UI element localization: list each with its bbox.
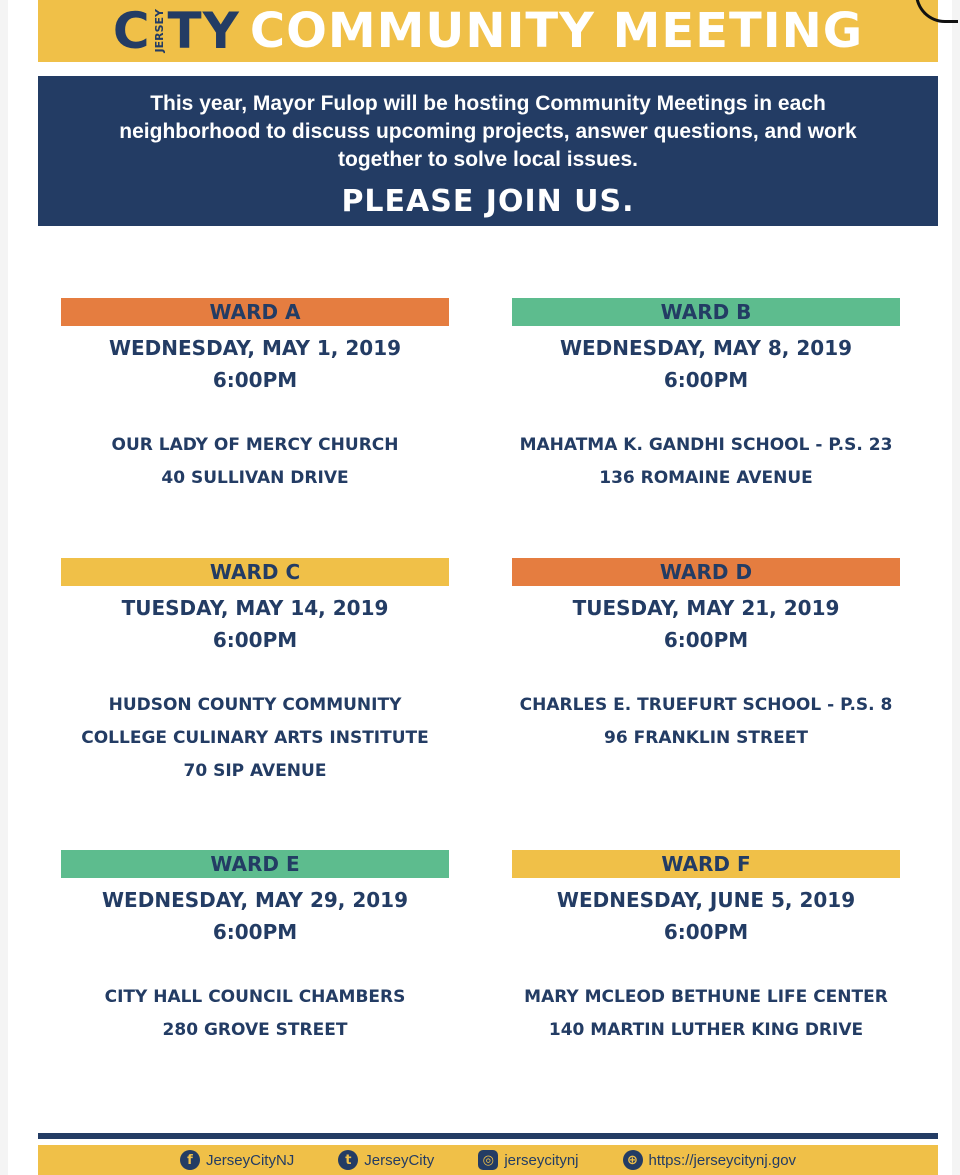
meeting-venue (512, 981, 900, 1047)
venue-line: COLLEGE CULINARY ARTS INSTITUTE (81, 728, 429, 748)
ward-label: WARD B (512, 298, 900, 326)
instagram-icon: ◎ (478, 1150, 498, 1170)
meeting-time: 6:00PM (212, 628, 298, 652)
ward-a-block (61, 298, 449, 495)
meeting-time: 6:00PM (663, 920, 749, 944)
meeting-date: TUESDAY, MAY 21, 2019 (572, 596, 840, 620)
venue-line: HUDSON COUNTY COMMUNITY (108, 695, 402, 715)
venue-line: 40 SULLIVAN DRIVE (161, 468, 349, 488)
meeting-venue (512, 429, 900, 495)
venue-line: CITY HALL COUNCIL CHAMBERS (104, 987, 406, 1007)
meeting-time: 6:00PM (663, 628, 749, 652)
ward-label: WARD F (512, 850, 900, 878)
title-banner (38, 0, 938, 62)
venue-line: MAHATMA K. GANDHI SCHOOL - P.S. 23 (519, 435, 893, 455)
social-footer (38, 1145, 938, 1175)
twitter-link[interactable] (338, 1150, 434, 1170)
globe-icon: ⊕ (623, 1150, 643, 1170)
instagram-handle: jerseycitynj (504, 1151, 579, 1169)
website-link[interactable] (623, 1150, 797, 1170)
twitter-icon: t (338, 1150, 358, 1170)
venue-line: OUR LADY OF MERCY CHURCH (111, 435, 399, 455)
venue-line: 140 MARTIN LUTHER KING DRIVE (548, 1020, 864, 1040)
call-to-action: PLEASE JOIN US. (341, 184, 635, 219)
ward-b-block (512, 298, 900, 495)
venue-line: 136 ROMAINE AVENUE (599, 468, 813, 488)
venue-line: 70 SIP AVENUE (183, 761, 327, 781)
logo-letters-ty: TY (167, 2, 240, 60)
venue-line: CHARLES E. TRUEFURT SCHOOL - P.S. 8 (519, 695, 893, 715)
ward-f-block (512, 850, 900, 1047)
facebook-link[interactable] (180, 1150, 294, 1170)
instagram-link[interactable] (478, 1150, 578, 1170)
venue-line: 280 GROVE STREET (162, 1020, 348, 1040)
meeting-venue (61, 429, 449, 495)
meeting-date: WEDNESDAY, JUNE 5, 2019 (556, 888, 856, 912)
twitter-handle: JerseyCity (364, 1151, 435, 1169)
meeting-time: 6:00PM (663, 368, 749, 392)
intro-banner (38, 76, 938, 226)
logo-letter-c: C (112, 2, 151, 60)
meeting-time: 6:00PM (212, 368, 298, 392)
ward-label: WARD D (512, 558, 900, 586)
footer-divider (38, 1133, 938, 1139)
meeting-date: WEDNESDAY, MAY 8, 2019 (559, 336, 853, 360)
facebook-handle: JerseyCityNJ (205, 1151, 295, 1169)
page-title: COMMUNITY MEETING (249, 3, 864, 59)
venue-line: MARY MCLEOD BETHUNE LIFE CENTER (524, 987, 888, 1007)
flyer-page (8, 0, 952, 1175)
meeting-date: TUESDAY, MAY 14, 2019 (121, 596, 389, 620)
ward-e-block (61, 850, 449, 1047)
intro-text: This year, Mayor Fulop will be hosting Community Meetings in each neighborhood to discuss upcoming projects, answer questions, and work together to solve local issues. (119, 92, 857, 171)
meeting-date: WEDNESDAY, MAY 1, 2019 (108, 336, 402, 360)
meeting-time: 6:00PM (212, 920, 298, 944)
ward-label: WARD C (61, 558, 449, 586)
meeting-venue (512, 689, 900, 755)
ward-label: WARD A (61, 298, 449, 326)
facebook-icon: f (180, 1150, 200, 1170)
meeting-venue (61, 689, 449, 788)
logo-jersey-text: JERSEY (152, 9, 166, 53)
website-url: https://jerseycitynj.gov (648, 1151, 797, 1169)
jersey-city-logo (113, 2, 240, 60)
ward-label: WARD E (61, 850, 449, 878)
venue-line: 96 FRANKLIN STREET (604, 728, 808, 748)
meeting-date: WEDNESDAY, MAY 29, 2019 (102, 888, 408, 912)
ward-d-block (512, 558, 900, 755)
ward-c-block (61, 558, 449, 788)
meeting-venue (61, 981, 449, 1047)
